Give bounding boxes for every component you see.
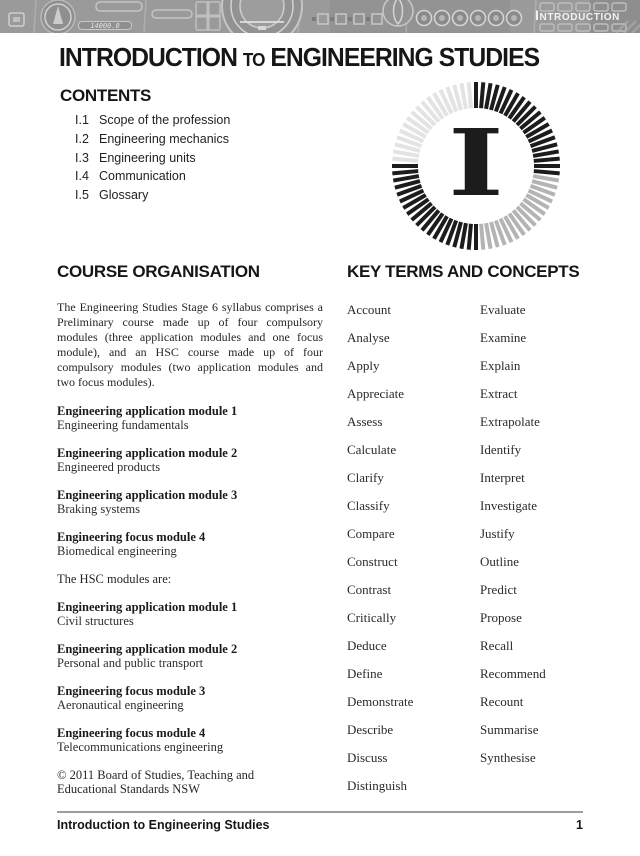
key-term: Critically: [347, 610, 397, 625]
module-title: Engineering application module 2: [57, 446, 238, 460]
module-title: Engineering application module 2: [57, 642, 238, 656]
course-organisation-heading: COURSE ORGANISATION: [57, 262, 260, 281]
contents-item-label: Communication: [99, 169, 186, 184]
key-term: Assess: [347, 414, 383, 429]
key-term: Extract: [480, 386, 518, 401]
key-term: Recount: [480, 694, 524, 709]
contents-item-number: I.3: [75, 150, 89, 165]
contents-list: [60, 113, 340, 207]
footer-rule: [57, 811, 583, 813]
contents-heading: CONTENTS: [60, 86, 152, 105]
key-term: Explain: [480, 358, 521, 373]
module-subtitle: Braking systems: [57, 502, 140, 516]
key-term: Propose: [480, 610, 522, 625]
hsc-module-list: [57, 600, 323, 754]
title-part1: INTRODUCTION: [59, 42, 237, 72]
key-term: Recommend: [480, 666, 546, 681]
key-term: Identify: [480, 442, 522, 457]
key-term: Evaluate: [480, 302, 526, 317]
module-entry: [57, 642, 323, 670]
key-term: Define: [347, 666, 383, 681]
module-title: Engineering focus module 3: [57, 684, 206, 698]
footer-page-number: 1: [576, 818, 583, 832]
key-term: Outline: [480, 554, 519, 569]
contents-item: [60, 113, 340, 132]
contents-item: [60, 188, 340, 207]
key-terms-column-1: [347, 302, 480, 806]
key-term: Investigate: [480, 498, 538, 513]
key-term: Contrast: [347, 582, 392, 597]
page-title: [59, 42, 539, 73]
altitude-readout: 14000.0: [78, 21, 132, 30]
module-title: Engineering focus module 4: [57, 530, 206, 544]
key-term: Synthesise: [480, 750, 536, 765]
key-term: Clarify: [347, 470, 384, 485]
module-subtitle: Engineered products: [57, 460, 161, 474]
module-subtitle: Personal and public transport: [57, 656, 204, 670]
key-terms-column-2: [480, 302, 583, 806]
contents-item: [60, 151, 340, 170]
key-term: Describe: [347, 722, 394, 737]
module-entry: [57, 684, 323, 712]
key-term: Analyse: [347, 330, 390, 345]
contents-item-number: I.5: [75, 188, 89, 203]
preliminary-module-list: [57, 404, 323, 558]
key-term: Justify: [480, 526, 515, 541]
title-part2: TO: [242, 50, 265, 70]
course-organisation-section: [57, 262, 323, 796]
key-term: Recall: [480, 638, 514, 653]
key-terms-heading: KEY TERMS AND CONCEPTS: [347, 262, 580, 281]
key-term: Appreciate: [347, 386, 405, 401]
key-terms-section: [347, 262, 583, 806]
key-term: Calculate: [347, 442, 397, 457]
hsc-intro-line: The HSC modules are:: [57, 572, 172, 586]
module-subtitle: Engineering fundamentals: [57, 418, 189, 432]
module-title: Engineering application module 1: [57, 404, 238, 418]
key-term: Account: [347, 302, 392, 317]
key-term: Predict: [480, 582, 517, 597]
module-entry: [57, 726, 323, 754]
copyright-notice: © 2011 Board of Studies, Teaching and Educational Standards NSW: [57, 768, 255, 796]
chapter-tab-label: INTRODUCTION: [535, 7, 620, 23]
module-entry: [57, 530, 323, 558]
module-title: Engineering application module 3: [57, 488, 238, 502]
key-term: Examine: [480, 330, 527, 345]
key-term: Construct: [347, 554, 398, 569]
chapter-letter: I: [448, 109, 504, 217]
key-terms-list: [347, 302, 583, 806]
contents-item-number: I.2: [75, 131, 89, 146]
module-entry: [57, 600, 323, 628]
key-term: Extrapolate: [480, 414, 540, 429]
module-subtitle: Aeronautical engineering: [57, 698, 184, 712]
key-term: Distinguish: [347, 778, 407, 793]
module-entry: [57, 446, 323, 474]
contents-item-number: I.1: [75, 113, 89, 127]
contents-section: [60, 86, 340, 207]
key-term: Demonstrate: [347, 694, 414, 709]
module-subtitle: Biomedical engineering: [57, 544, 177, 558]
contents-item: [60, 169, 340, 188]
module-entry: [57, 488, 323, 516]
key-term: Summarise: [480, 722, 539, 737]
module-title: Engineering focus module 4: [57, 726, 206, 740]
contents-item-label: Engineering mechanics: [99, 131, 229, 146]
module-entry: [57, 404, 323, 432]
contents-item-label: Engineering units: [99, 150, 196, 165]
footer: [57, 818, 583, 832]
header-banner: [0, 0, 640, 33]
title-part3: ENGINEERING STUDIES: [270, 42, 540, 72]
chapter-badge: [388, 78, 564, 254]
key-term: Apply: [347, 358, 380, 373]
key-term: Deduce: [347, 638, 387, 653]
footer-book-title: Introduction to Engineering Studies: [57, 818, 270, 832]
module-subtitle: Civil structures: [57, 614, 134, 628]
contents-item-label: Glossary: [99, 188, 149, 203]
contents-item-label: Scope of the profession: [99, 113, 231, 127]
contents-item-number: I.4: [75, 169, 89, 184]
key-term: Classify: [347, 498, 390, 513]
key-term: Interpret: [480, 470, 525, 485]
course-intro-paragraph: The Engineering Studies Stage 6 syllabus comprises a Preliminary course made up of four compulsory modules (three application modules and one focus module), and an HSC course made up of four compulsory modules (two application modules and two focus modules).: [57, 300, 323, 389]
key-term: Compare: [347, 526, 395, 541]
key-term: Discuss: [347, 750, 388, 765]
module-title: Engineering application module 1: [57, 600, 238, 614]
contents-item: [60, 132, 340, 151]
module-subtitle: Telecommunications engineering: [57, 740, 224, 754]
